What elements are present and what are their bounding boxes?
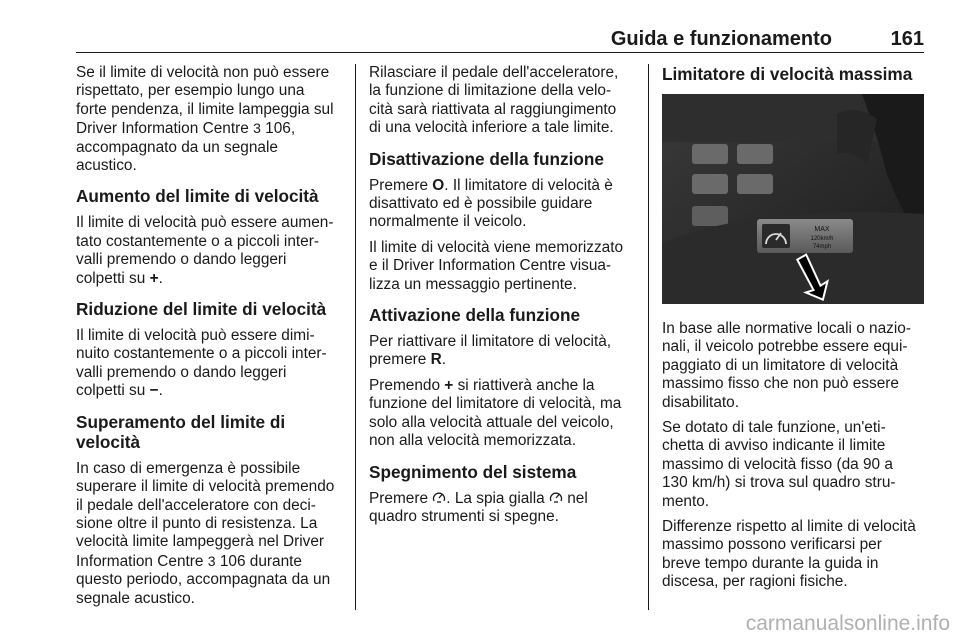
paragraph: Se dotato di tale funzione, un'eti- chetta di avviso indicante il limite massimo di velocità fisso (da 90 a 130 km/h) si trova sul quadro stru- mento. bbox=[662, 419, 896, 510]
max-kmh-label: 120km/h bbox=[810, 236, 834, 242]
page-reference-icon: 3 bbox=[207, 552, 216, 569]
page-reference-icon: 3 bbox=[253, 120, 261, 137]
column-2 bbox=[369, 64, 636, 533]
watermark: carmanualsonline.info bbox=[745, 612, 950, 635]
paragraph: In base alle normative locali o nazio- nali, il veicolo potrebbe essere equi- paggiato di un limitatore di velocità massimo fisso che non può essere disabilitato. bbox=[662, 320, 911, 411]
speed-limiter-icon bbox=[549, 490, 563, 504]
speed-limiter-icon bbox=[432, 490, 446, 504]
section-heading: Attivazione della funzione bbox=[369, 305, 581, 326]
plus-icon: + bbox=[444, 376, 454, 394]
paragraph: Premere . La spia gialla nel quadro strumenti si spegne. bbox=[369, 489, 588, 525]
page-header bbox=[76, 26, 924, 53]
section-heading: Limitatore di velocità massima bbox=[662, 64, 913, 84]
paragraph: Differenze rispetto al limite di velocità massimo possono verificarsi per breve tempo durante la guida in discesa, per ragioni fisiche. bbox=[662, 518, 916, 591]
paragraph: Il limite di velocità può essere aumen- tato costantemente o a piccoli inter- valli premendo o dando leggeri colpetti su +. bbox=[76, 214, 334, 287]
paragraph: Se il limite di velocità non può essere rispettato, per esempio lungo una forte pendenza, il limite lampeggia sul Driver Information Centre 3 106, accompagnato da un segnale acustico. bbox=[76, 64, 334, 175]
header-title: Guida e funzionamento bbox=[610, 28, 832, 50]
minus-icon: − bbox=[149, 382, 159, 400]
section-heading: Disattivazione della funzione bbox=[369, 148, 604, 169]
resume-icon: R bbox=[430, 351, 442, 369]
paragraph: Premere O. Il limitatore di velocità è disattivato ed è possibile guidare normalmente il veicolo. bbox=[369, 176, 613, 231]
column-3 bbox=[662, 64, 930, 599]
section-heading: Superamento del limite di velocità bbox=[76, 411, 286, 452]
section-heading: Spegnimento del sistema bbox=[369, 461, 577, 482]
section-heading: Aumento del limite di velocità bbox=[76, 186, 319, 207]
paragraph: Il limite di velocità può essere dimi- nuito costantemente o a piccoli inter- valli premendo o dando leggeri colpetti su −. bbox=[76, 327, 327, 400]
max-label: MAX bbox=[814, 226, 830, 233]
section-heading: Riduzione del limite di velocità bbox=[76, 299, 327, 320]
page-number: 161 bbox=[890, 28, 924, 50]
column-divider bbox=[355, 64, 356, 610]
paragraph: Per riattivare il limitatore di velocità, premere R. bbox=[369, 333, 612, 369]
paragraph: Premendo + si riattiverà anche la funzione del limitatore di velocità, ma solo alla velocità attuale del veicolo, non alla velocità memorizzata. bbox=[369, 376, 622, 450]
paragraph: In caso di emergenza è possibile superare il limite di velocità premendo il pedale dell'acceleratore con deci- sione oltre il punto di resistenza. La velocità limite lampeggerà nel Driver Information Centre 3 106 durante questo periodo, accompagnata da un segnale acustico. bbox=[76, 459, 335, 607]
column-divider bbox=[648, 64, 649, 610]
dashboard-illustration bbox=[662, 94, 924, 304]
column-1 bbox=[76, 64, 346, 615]
zero-icon: O bbox=[432, 176, 445, 194]
plus-icon: + bbox=[149, 269, 159, 287]
max-mph-label: 74mph bbox=[812, 244, 832, 250]
paragraph: Rilasciare il pedale dell'acceleratore, la funzione di limitazione della velo- cità sarà riattivata al raggiungimento di una velocità inferiore a tale limite. bbox=[369, 64, 619, 137]
paragraph: Il limite di velocità viene memorizzato e il Driver Information Centre visua- lizza un messaggio pertinente. bbox=[369, 238, 624, 293]
dashboard-photo bbox=[662, 94, 924, 304]
